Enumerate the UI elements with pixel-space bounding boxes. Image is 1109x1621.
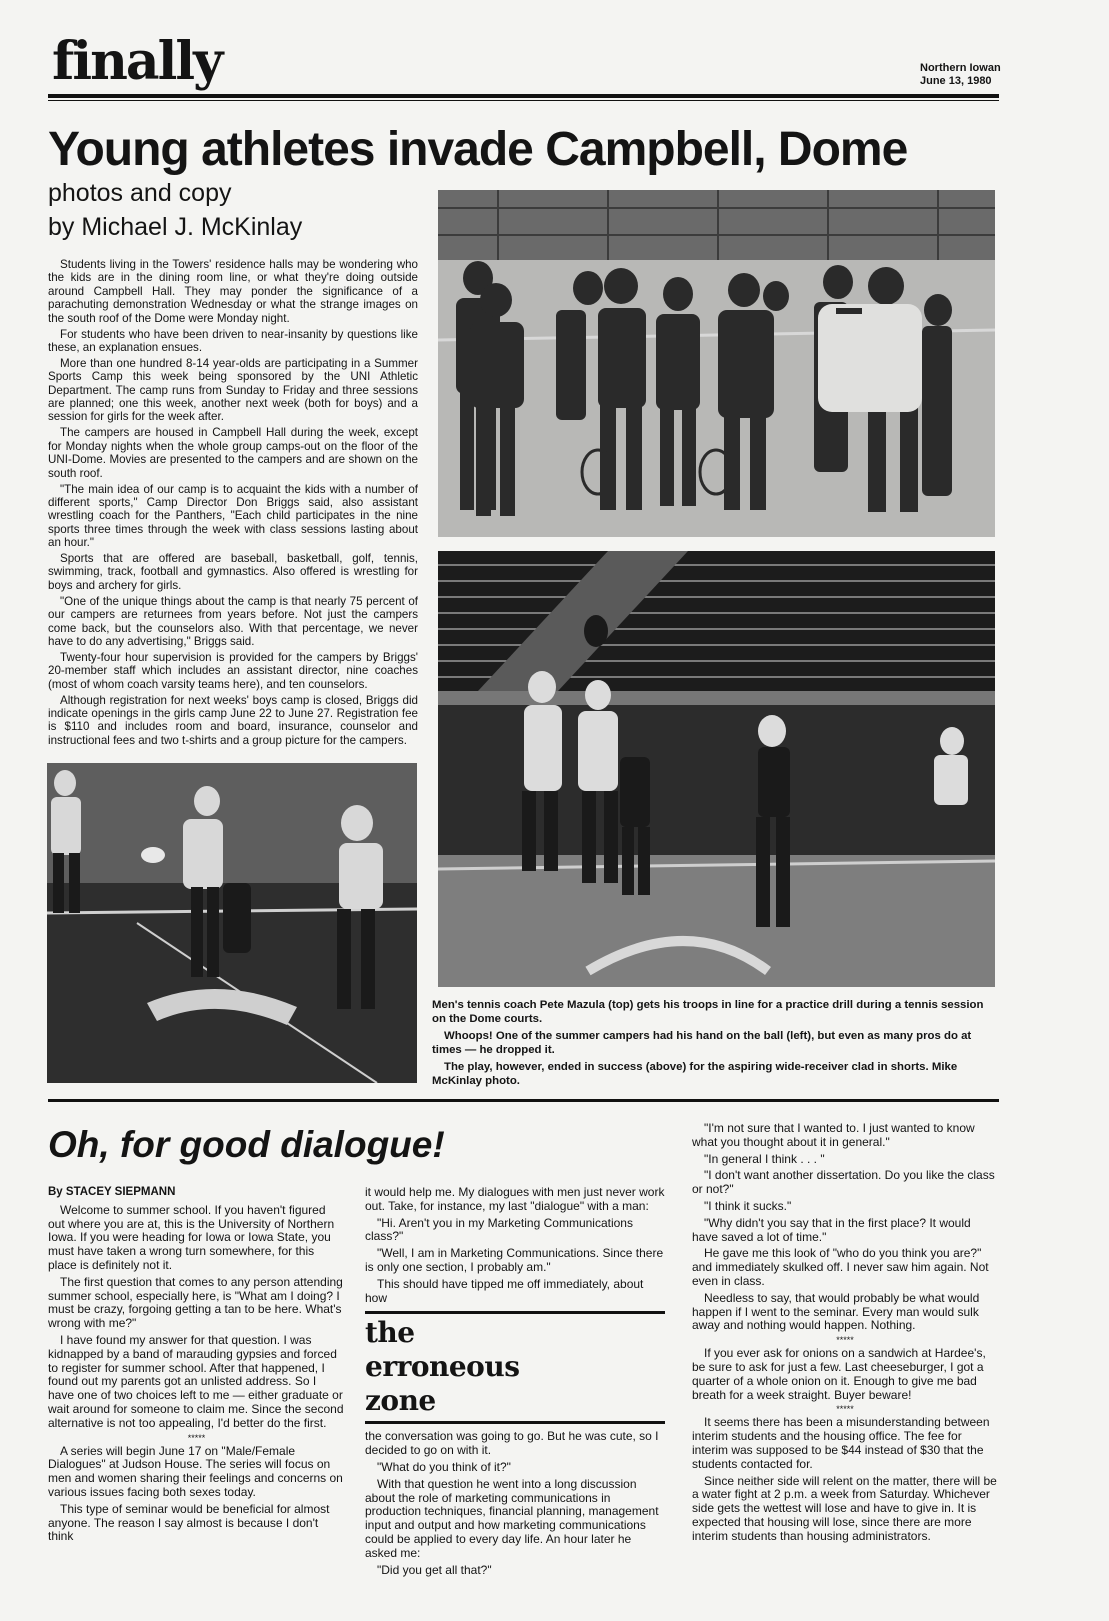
story-paragraph: Twenty-four hour supervision is provided for the campers by Briggs' 20-member staff which includes an assistant director, nine coaches (most of whom coach varsity teams here), and ten counselors. xyxy=(48,650,418,691)
caption-paragraph: The play, however, ended in success (above) for the aspiring wide-receiver clad in shorts. Mike McKinlay photo. xyxy=(432,1061,958,1087)
story-paragraph: The campers are housed in Campbell Hall during the week, except for Monday nights when the whole group camps-out on the floor of the UNI-Dome. Movies are presented to the campers and are shown on the south roof. xyxy=(48,426,418,480)
column-paragraph: He gave me this look of "who do you think you are?" and immediately skulked off. I never saw him again. Not even in class. xyxy=(692,1246,989,1288)
column-logo-line: erroneous xyxy=(365,1350,520,1384)
column-paragraph: "What do you think of it?" xyxy=(377,1459,511,1474)
column-text-col1 xyxy=(48,1186,345,1547)
column-paragraph: With that question he went into a long discussion about the role of marketing communications in production techniques, financial planning, management input and output and how marketing communications could be applied to every day life. An hour later he asked me: xyxy=(365,1476,659,1560)
column-logo-line: the xyxy=(365,1316,415,1350)
column-logo xyxy=(365,1311,665,1424)
story-paragraph: More than one hundred 8-14 year-olds are participating in a Summer Sports Camp this week being sponsored by the UNI Athletic Department. The camp runs from Sunday to Friday and three sessions are planned; one this week, another next week (both for boys) and a session for girls for the week after. xyxy=(48,356,418,424)
column-paragraph: "I don't want another dissertation. Do you like the class or not?" xyxy=(692,1168,995,1197)
column-paragraph: A series will begin June 17 on "Male/Female Dialogues" at Judson House. The series will focus on men and women sharing their feelings and concerns on various issues facing both sexes today. xyxy=(48,1443,343,1499)
lead-credit: photos and copy xyxy=(48,179,232,207)
column-paragraph: Welcome to summer school. If you haven't figured out where you are at, this is the University of Northern Iowa. If you were heading for Iowa or Iowa State, you must have taken a wrong turn somewhere, for this place is definitely not it. xyxy=(48,1202,335,1272)
column-paragraph: "Hi. Aren't you in my Marketing Communications class?" xyxy=(365,1215,633,1244)
column-logo-line: zone xyxy=(365,1384,436,1418)
column-paragraph: I have found my answer for that question. I was kidnapped by a band of marauding gypsies and forced to register for summer school. After that happened, I found out my parents got an unlisted address. So I have one of two choices left to me — either graduate or wait around for someone to claim me. Since the second alternative is not too appealing, I'd better do the first. xyxy=(48,1332,344,1430)
column-byline: By STACEY SIEPMANN xyxy=(48,1186,176,1198)
column-paragraph: "Did you get all that?" xyxy=(377,1562,492,1577)
story-paragraph: "One of the unique things about the camp is that nearly 75 percent of our campers are returnees from years before. Not just the campers come back, but the counselors also. With that percentage, we never have to do any advertising," Briggs said. xyxy=(48,594,418,648)
publication-info xyxy=(920,62,1001,88)
lead-headline: Young athletes invade Campbell, Dome xyxy=(48,123,908,176)
section-flag: finally xyxy=(52,31,222,92)
column-paragraph: the conversation was going to go. But he was cute, so I decided to go on with it. xyxy=(365,1429,659,1458)
publication-date: June 13, 1980 xyxy=(920,75,992,87)
story-paragraph: Although registration for next weeks' boys camp is closed, Briggs did indicate openings in the girls camp June 22 to June 27. Registration fee is $110 and includes room and board, insurance, counselor and instructional fees and two t-shirts and a group picture for the campers. xyxy=(48,693,418,747)
section-divider xyxy=(48,1099,999,1102)
section-stars: ***** xyxy=(836,1404,854,1415)
story-paragraph: Students living in the Towers' residence halls may be wondering who the kids are in the dining room line, or what they're doing outside around Campbell Hall. They may ponder the significance of a parachuting demonstration Wednesday or what the strange images on the south roof of the Dome were Monday night. xyxy=(48,258,418,325)
lead-byline: by Michael J. McKinlay xyxy=(48,213,303,241)
caption-paragraph: Men's tennis coach Pete Mazula (top) gets his troops in line for a practice drill during a tennis session on the Dome courts. xyxy=(432,999,984,1025)
column-paragraph: it would help me. My dialogues with men just never work out. Take, for instance, my last "dialogue" with a man: xyxy=(365,1185,665,1213)
caption-paragraph: Whoops! One of the summer campers had his hand on the ball (left), but even as many pros do at times — he dropped it. xyxy=(432,1030,972,1056)
story-paragraph: "The main idea of our camp is to acquaint the kids with a number of different sports," Camp Director Don Briggs said, also assistant wrestling coach for the Panthers, "Each child participates in the nine sports three times through the week with class sessions lasting about an hour." xyxy=(48,482,418,550)
masthead-rule xyxy=(48,94,999,98)
column-paragraph: Needless to say, that would probably be what would happen if I went to the seminar. Every man would sulk away and nothing would happen. Nothing. xyxy=(692,1290,980,1333)
column-paragraph: "I think it sucks." xyxy=(704,1198,792,1213)
column-paragraph: This type of seminar would be beneficial for almost anyone. The reason I say almost is because I don't think xyxy=(48,1501,330,1544)
column-text-col3 xyxy=(692,1122,998,1547)
column-paragraph: "I'm not sure that I wanted to. I just wanted to know what you thought about it in general." xyxy=(692,1121,975,1149)
column-paragraph: "In general I think . . . " xyxy=(704,1151,825,1166)
column-paragraph: This should have tipped me off immediately, about how xyxy=(365,1276,644,1305)
column-text-col2 xyxy=(365,1186,665,1580)
lead-story-body xyxy=(48,258,418,750)
column-paragraph: If you ever ask for onions on a sandwich at Hardee's, be sure to ask for just a few. Last cheeseburger, I got a quarter of a whole onion on it. Enough to give me bad breath for a week straight. Buyer beware! xyxy=(692,1346,986,1402)
publication-name: Northern Iowan xyxy=(920,62,1001,74)
column-paragraph: "Why didn't you say that in the first place? It would have saved a lot of time." xyxy=(692,1215,971,1244)
section-stars: ***** xyxy=(836,1335,854,1346)
photo-tennis-campers xyxy=(438,190,995,537)
column-headline: Oh, for good dialogue! xyxy=(48,1124,445,1165)
photo-caption xyxy=(432,998,998,1091)
column-paragraph: Since neither side will relent on the matter, there will be a water fight at 2 p.m. a week from Saturday. Whichever side gets the wettest will lose and have to give in. It is expected that housing will lose, since there are more interim students than housing administrators. xyxy=(692,1473,997,1543)
photo-dropped-ball xyxy=(47,763,417,1083)
section-stars: ***** xyxy=(187,1432,206,1443)
column-paragraph: The first question that comes to any person attending summer school, especially here, is "What am I doing? I must be crazy, forgoing getting a tan to be here. What's wrong with me?" xyxy=(48,1274,343,1331)
story-paragraph: Sports that are offered are baseball, basketball, golf, tennis, swimming, track, football and gymnastics. Also offered is wrestling for boys and archery for girls. xyxy=(48,552,418,592)
masthead-rule-thin xyxy=(48,100,999,101)
column-paragraph: It seems there has been a misunderstanding between interim students and the housing office. The fee for interim was supposed to be $44 instead of $30 that the students contacted for. xyxy=(692,1415,990,1471)
column-paragraph: "Well, I am in Marketing Communications. Since there is only one section, I probably am." xyxy=(365,1246,664,1274)
story-paragraph: For students who have been driven to near-insanity by questions like these, an explanation ensues. xyxy=(48,327,418,354)
photo-stadium-catch xyxy=(438,551,995,987)
